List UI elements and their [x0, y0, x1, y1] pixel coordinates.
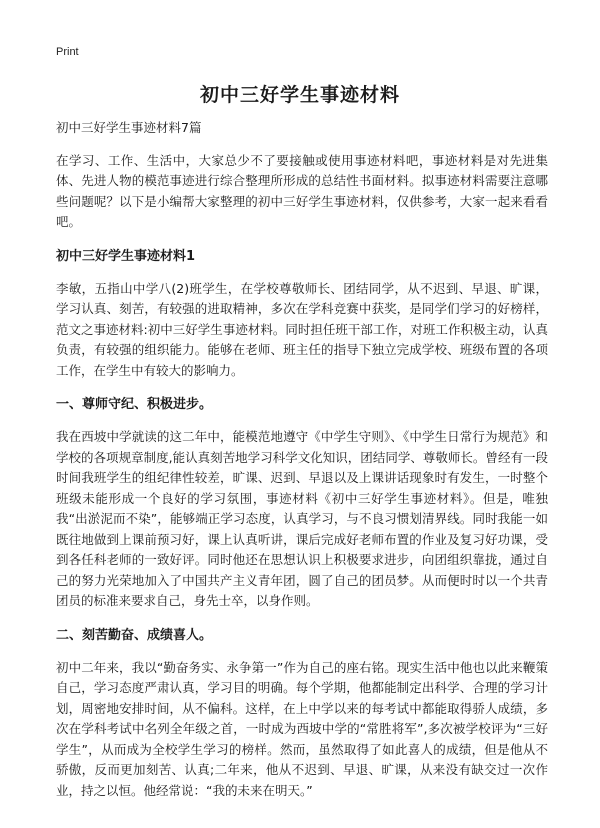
section-paragraph: 李敏，五指山中学八(2)班学生，在学校尊敬师长、团结同学，从不迟到、早退、旷课，学习认真、刻苦，有较强的进取精神，多次在学科竞赛中获奖，是同学们学习的好榜样，范文之事迹材料:初中三好学生事迹材料。同时担任班干部工作，对班工作积极主动，认真负责，有较强的组织能力。能够在老师、班主任的指导下独立完成学校、班级布置的各项工作，在学生中有较大的影响力。 — [56, 280, 548, 378]
page-title: 初中三好学生事迹材料 — [199, 84, 400, 106]
section-heading: 初中三好学生事迹材料1 — [56, 248, 196, 264]
document-subtitle: 初中三好学生事迹材料7篇 — [56, 120, 202, 135]
part-heading: 二、刻苦勤奋、成绩喜人。 — [56, 627, 213, 643]
print-label: Print — [56, 46, 79, 58]
part-heading: 一、尊师守纪、积极进步。 — [56, 397, 213, 412]
intro-paragraph: 在学习、工作、生活中，大家总少不了要接触或使用事迹材料吧，事迹材料是对先进集体、先进人物的模范事迹进行综合整理所形成的总结性书面材料。拟事迹材料需要注意哪些问题呢？以下是小编帮大家整理的初中三好学生事迹材料，仅供参考，大家一起来看看吧。 — [56, 152, 548, 229]
part-paragraph: 初中二年来，我以“勤奋务实、永争第一”作为自己的座右铭。现实生活中他也以此来鞭策自己，学习态度严肃认真，学习目的明确。每个学期，他都能制定出科学、合理的学习计划，周密地安排时间，从不偏科。这样，在上中学以来的每考试中都能取得骄人成绩，多次在学科考试中名列全年级之首，一时成为西坡中学的“常胜将军”,多次被学校评为“三好学生”，从而成为全校学生学习的榜样。然而，虽然取得了如此喜人的成绩，但是他从不骄傲，反而更加刻苦、认真;二年来，他从不迟到、早退、旷课，从来没有缺交过一次作业，持之以恒。他经常说：“我的未来在明天。” — [56, 659, 548, 798]
part-paragraph: 我在西坡中学就读的这二年中，能模范地遵守《中学生守则》、《中学生日常行为规范》和学校的各项规章制度,能认真刻苦地学习科学文化知识，团结同学、尊敬师长。曾经有一段时间我班学生的组纪律性较差，旷课、迟到、早退以及上课讲话现象时有发生，一时整个班级未能形成一个良好的学习氛围，事迹材料《初中三好学生事迹材料》。但是，唯独我“出淤泥而不染”，能够端正学习态度，认真学习，与不良习惯划清界线。同时我能一如既往地做到上课前预习好，课上认真听讲，课后完成好老师布置的作业及复习好功课，受到各任科老师的一致好评。同时他还在思想认识上积极要求进步，向团组织靠拢，通过自己的努力光荣地加入了中国共产主义青年团，圆了自己的团员梦。从而便时时以一个共青团员的标准来要求自己，身先士卒，以身作则。 — [56, 429, 548, 608]
document-body — [56, 118, 548, 811]
